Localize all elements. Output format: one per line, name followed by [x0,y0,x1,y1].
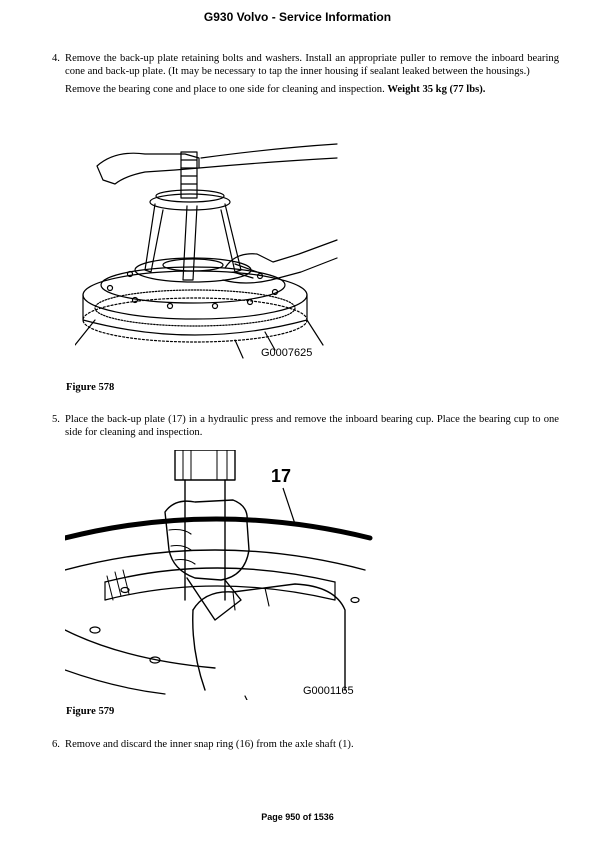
step-number: 4. [52,53,60,64]
figure-caption: Figure 578 [66,382,115,393]
figure-579-illustration [65,450,375,700]
callout-leader-line [283,488,295,524]
step-text: Remove and discard the inner snap ring (16) from the axle shaft (1). [65,739,354,750]
figure-caption: Figure 579 [66,706,115,717]
step-5 [52,413,559,439]
page-footer: Page 950 of 1536 [261,812,334,822]
step-text: Remove the back-up plate retaining bolts and washers. Install an appropriate puller to remove the inboard bearing cone and back-up plate. (It may be necessary to tap the inner housing if sealant leaked between the housings.) [65,53,559,77]
figure-code: G0007625 [261,347,313,359]
step-6 [52,738,559,751]
figure-578-illustration [75,140,345,365]
step-4 [52,52,559,96]
figure-code: G0001165 [303,685,354,697]
step-number: 6. [52,739,60,750]
step-number: 5. [52,414,60,425]
weight-note: Weight 35 kg (77 lbs). [387,84,486,95]
step-text-secondary: Remove the bearing cone and place to one side for cleaning and inspection. [65,84,385,95]
step-text: Place the back-up plate (17) in a hydraulic press and remove the inboard bearing cup. Place the bearing cup to one side for cleaning and inspection. [65,414,559,438]
page-header: G930 Volvo - Service Information [203,10,392,24]
part-callout-label: 17 [271,466,292,486]
